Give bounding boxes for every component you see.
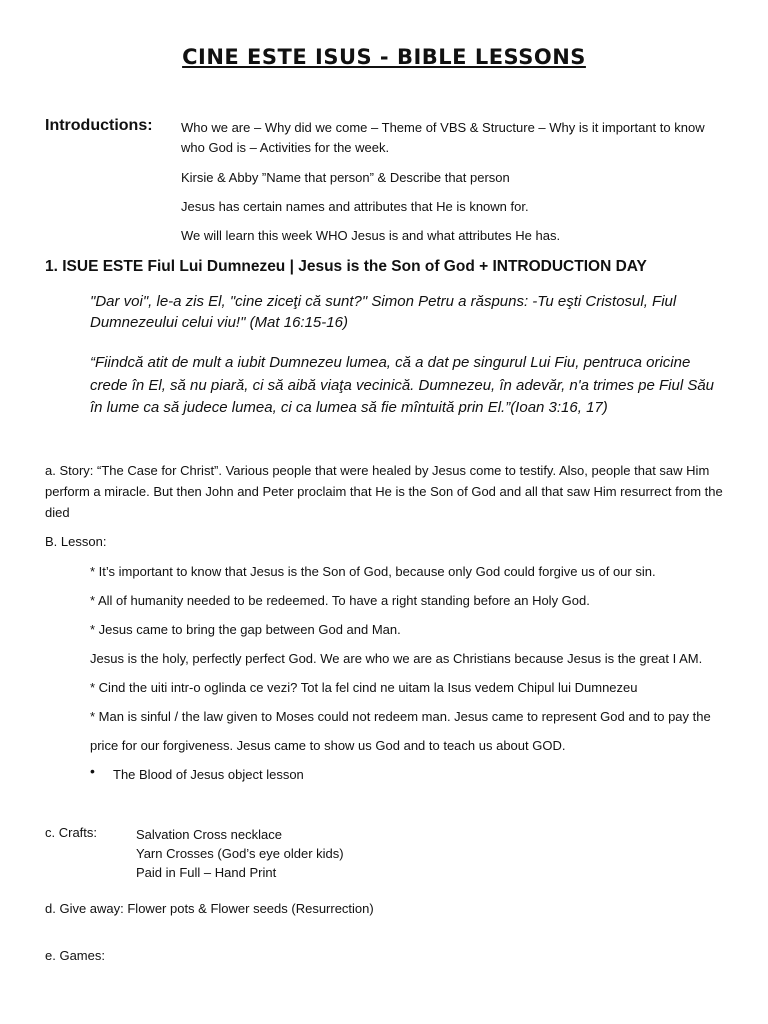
giveaway-line: d. Give away: Flower pots & Flower seeds (Resurrection): [45, 901, 374, 916]
bullet-icon: •: [90, 763, 95, 779]
crafts-label: c. Crafts:: [45, 825, 98, 840]
section-heading: 1. ISUE ESTE Fiul Lui Dumnezeu | Jesus is the Son of God + INTRODUCTION DAY: [45, 258, 647, 275]
page-title: CINE ESTE ISUS - BIBLE LESSONS: [182, 45, 586, 69]
intro-line: Who we are – Why did we come – Theme of VBS & Structure – Why is it important to know who God is – Activities for the week.: [181, 120, 705, 155]
intro-line: We will learn this week WHO Jesus is and what attributes He has.: [181, 228, 561, 243]
lesson-line: Jesus is the holy, perfectly perfect God. We are who we are as Christians because Jesus is the great I AM.: [90, 651, 703, 666]
intro-line: Kirsie & Abby ”Name that person” & Describe that person: [181, 170, 510, 185]
craft-item: Yarn Crosses (God’s eye older kids): [136, 846, 344, 861]
bible-verse: “Fiindcă atit de mult a iubit Dumnezeu lumea, că a dat pe singurul Lui Fiu, pentruca oricine crede în El, să nu piară, ci să aibă viaţa vecinică. Dumnezeu, în adevăr, n'a trimes pe Fiul Său în lume ca să judece lumea, ci ca lumea să fie mîntuită prin El.”(Ioan 3:16, 17): [90, 354, 715, 416]
bible-verse: "Dar voi", le-a zis El, "cine ziceţi că sunt?" Simon Petru a răspuns: -Tu eşti Cristosul, Fiul Dumnezeului celui viu!" (Mat 16:15-16): [90, 293, 677, 331]
lesson-label: B. Lesson:: [45, 534, 107, 549]
lesson-line: * It’s important to know that Jesus is the Son of God, because only God could forgive us of our sin.: [90, 564, 656, 579]
craft-item: Paid in Full – Hand Print: [136, 865, 277, 880]
lesson-line: * All of humanity needed to be redeemed. To have a right standing before an Holy God.: [90, 593, 590, 608]
introductions-label: Introductions:: [45, 117, 153, 134]
story-paragraph: a. Story: “The Case for Christ”. Various people that were healed by Jesus come to testify. Also, people that saw Him perform a miracle. But then John and Peter proclaim that He is the Son of God and all that saw Him resurrect from the died: [45, 463, 723, 520]
intro-line: Jesus has certain names and attributes that He is known for.: [181, 199, 529, 214]
crafts-list: [136, 825, 344, 882]
lesson-line: * Man is sinful / the law given to Moses could not redeem man. Jesus came to represent God and to pay the: [90, 709, 711, 724]
bullet-item: The Blood of Jesus object lesson: [113, 767, 304, 782]
craft-item: Salvation Cross necklace: [136, 827, 282, 842]
lesson-line: price for our forgiveness. Jesus came to show us God and to teach us about GOD.: [90, 738, 566, 753]
lesson-line: * Cind the uiti intr-o oglinda ce vezi? Tot la fel cind ne uitam la Isus vedem Chipul lui Dumnezeu: [90, 680, 638, 695]
lesson-line: * Jesus came to bring the gap between God and Man.: [90, 622, 401, 637]
games-line: e. Games:: [45, 948, 105, 963]
